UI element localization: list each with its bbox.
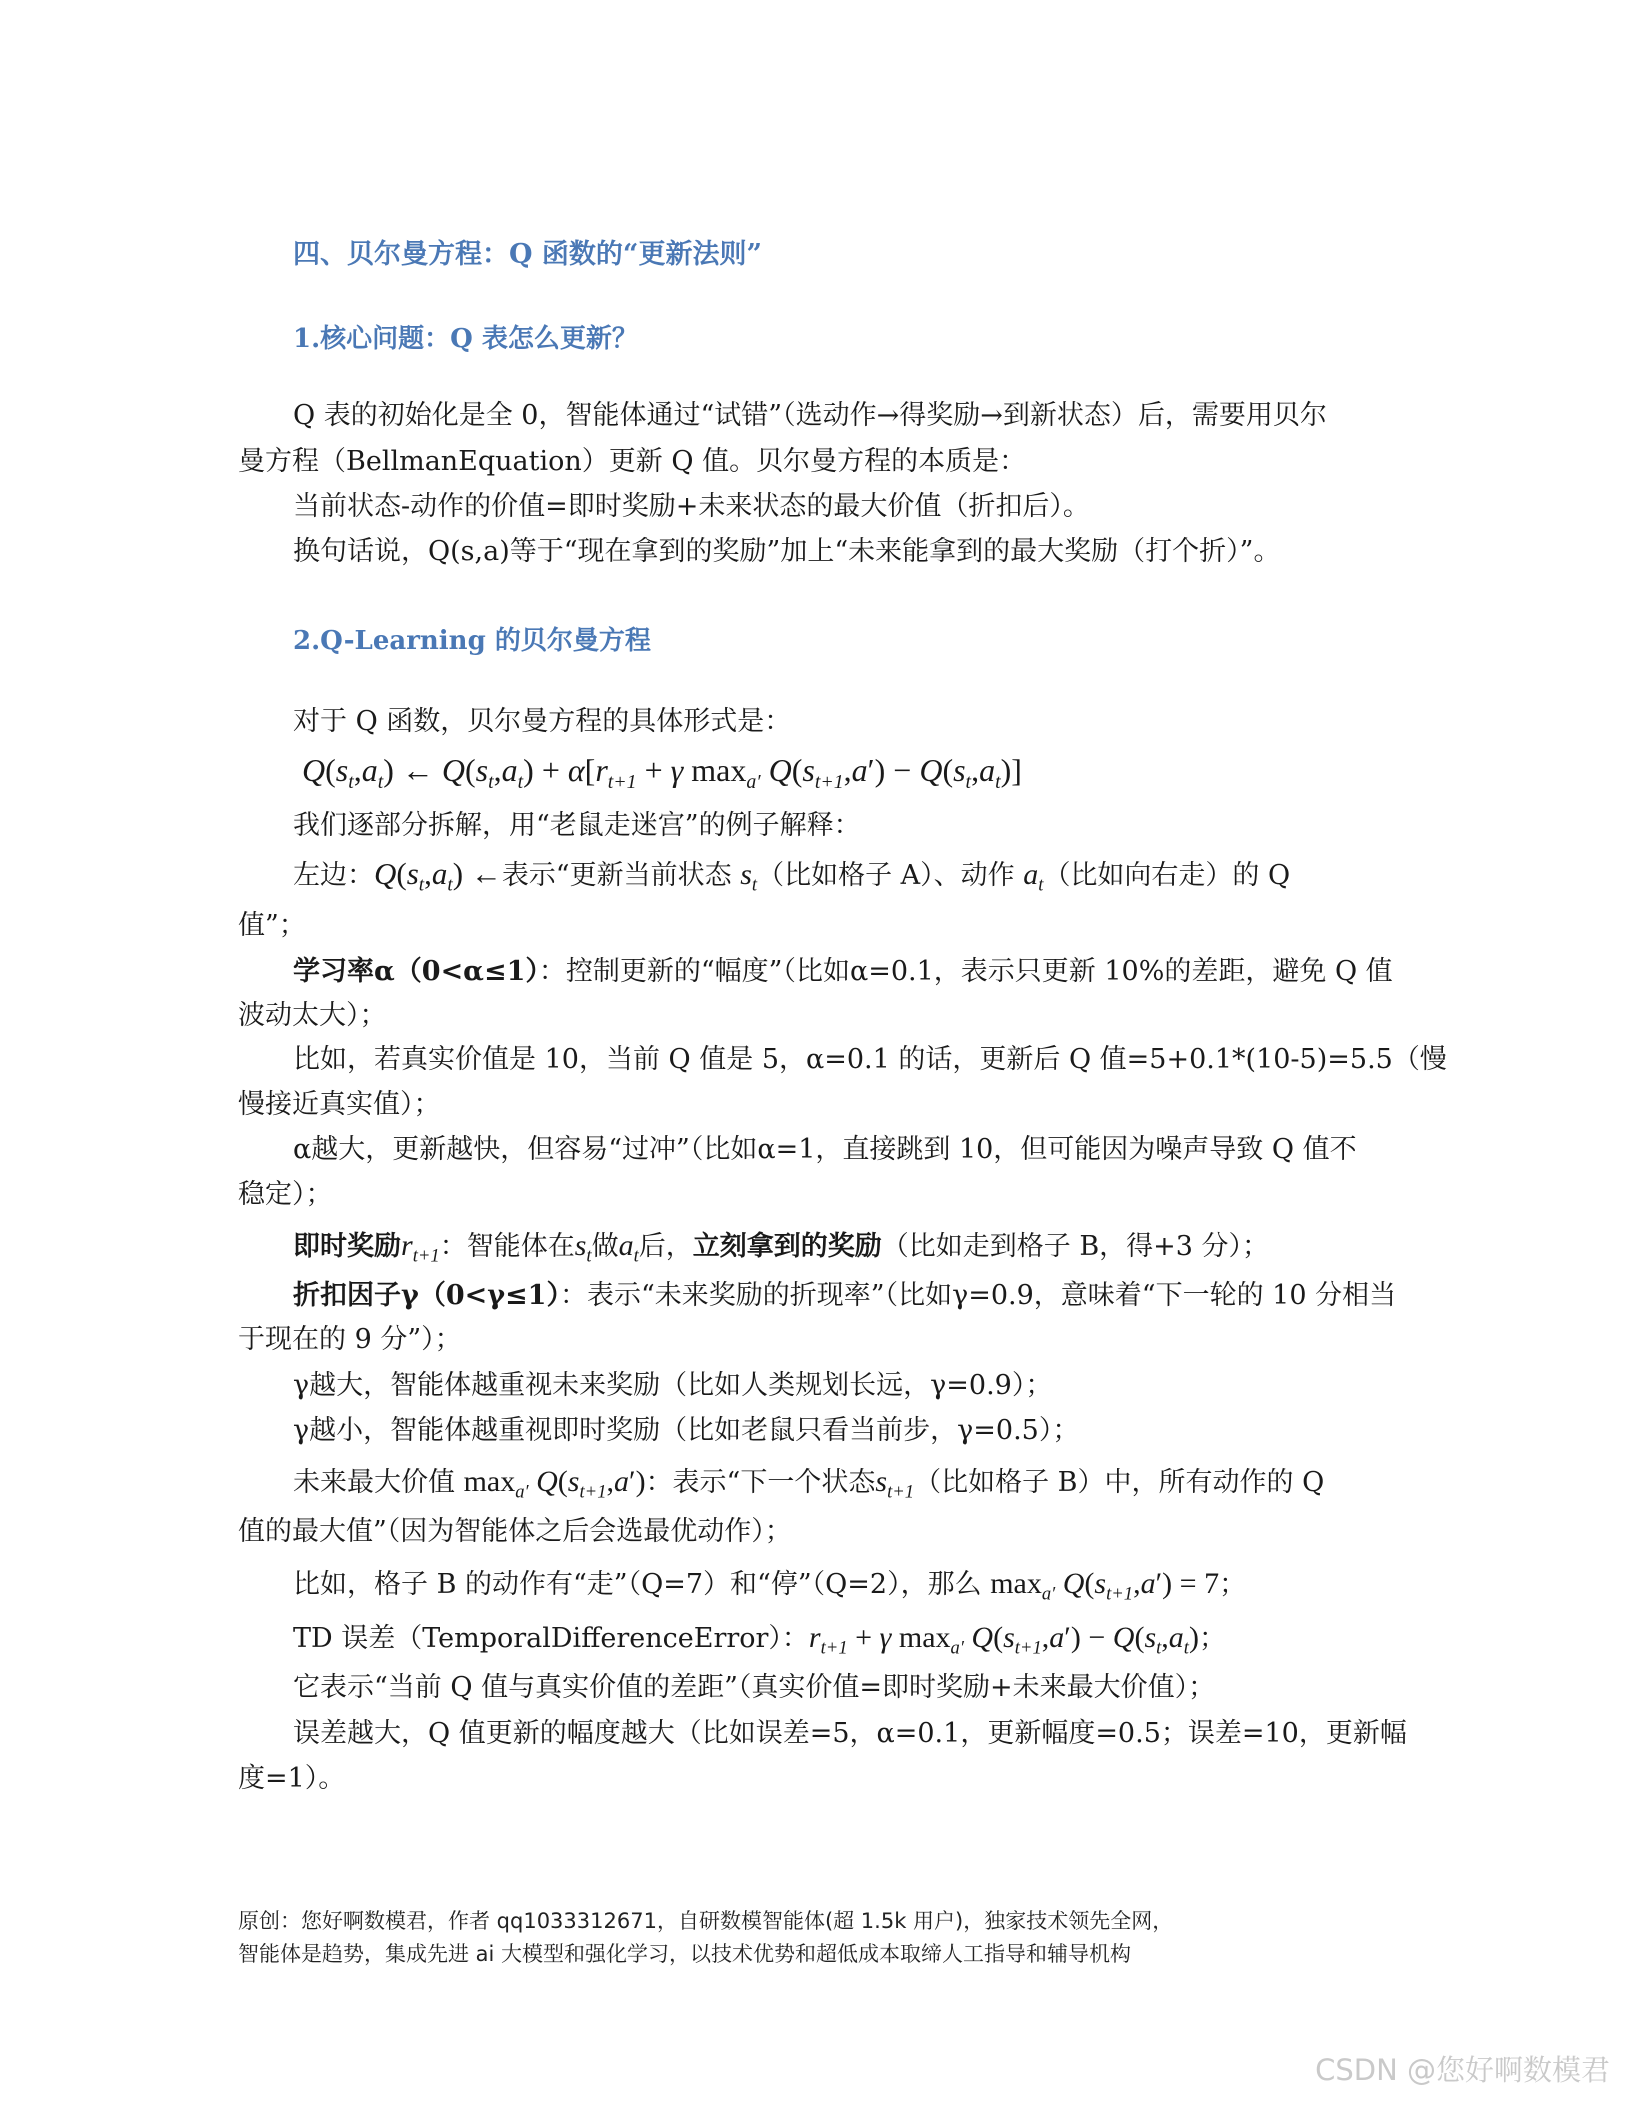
text-span: ； xyxy=(1219,1569,1247,1600)
paragraph-line: 即时奖励$r_{t+1}$：智能体在$s_t$做$a_t$后，立刻拿到的奖励（比如走到格子 B，得+3 分）； xyxy=(293,1229,1270,1267)
paragraph-line: 换句话说，Q(s,a)等于“现在拿到的奖励”加上“未来能拿到的最大奖励（打个折）”。 xyxy=(293,536,1281,567)
text-span: 即时奖励 xyxy=(293,1231,401,1262)
text-span: ； xyxy=(1198,1623,1226,1654)
paragraph-line: 值的最大值”（因为智能体之后会选最优动作）； xyxy=(238,1516,792,1547)
paragraph-line: 度=1）。 xyxy=(238,1763,346,1794)
text-span: ：表示“未来奖励的折现率”（比如γ=0.9，意味着“下一轮的 10 分相当 xyxy=(559,1280,1397,1311)
paragraph-line: γ越大，智能体越重视未来奖励（比如人类规划长远，γ=0.9）； xyxy=(293,1370,1053,1401)
text-span: 后， xyxy=(638,1231,693,1262)
paragraph-line: 它表示“当前 Q 值与真实价值的差距”（真实价值=即时奖励+未来最大价值）； xyxy=(293,1672,1216,1703)
text-span: 折扣因子γ（0<γ≤1） xyxy=(293,1280,560,1311)
paragraph-line: 值”； xyxy=(238,910,306,941)
text-span: 未来最大价值 xyxy=(293,1467,455,1498)
paragraph-line xyxy=(293,1616,1226,1671)
inline-formula: $r_{t+1} + \gamma$ $\max_{a'} Q(s_{t+1},a') - Q(s_t,a_t)$ xyxy=(808,1621,1199,1659)
text-span: TD 误差（TemporalDifferenceError）： xyxy=(293,1623,809,1654)
paragraph-line xyxy=(293,950,1393,994)
bellman-formula: $Q(s_t,a_t)$ ← $Q(s_t,a_t) + \alpha[r_{t+1} + \gamma$ $\max_{a'} Q(s_{t+1},a') - Q(s_t,a_t)$] xyxy=(302,752,1022,793)
text-span: （比如格子 B）中，所有动作的 Q xyxy=(914,1467,1325,1498)
text-span: ：表示“下一个状态 xyxy=(645,1467,876,1498)
paragraph-line: 我们逐部分拆解，用“老鼠走迷宫”的例子解释： xyxy=(293,810,861,841)
paragraph-line: 慢接近真实值）； xyxy=(238,1089,441,1120)
paragraph-line: 比如，若真实价值是 10，当前 Q 值是 5，α=0.1 的话，更新后 Q 值=5+0.1*(10-5)=5.5（慢 xyxy=(293,1044,1447,1075)
text-span: 比如，格子 B 的动作有“走”（Q=7）和“停”（Q=2），那么 xyxy=(293,1569,982,1600)
paragraph-line: 稳定）； xyxy=(238,1179,333,1210)
paragraph-line: γ越小，智能体越重视即时奖励（比如老鼠只看当前步，γ=0.5）； xyxy=(293,1415,1080,1446)
paragraph-line: Q 表的初始化是全 0，智能体通过“试错”（选动作→得奖励→到新状态）后，需要用贝尔 xyxy=(293,400,1327,431)
paragraph-line xyxy=(293,1274,1396,1318)
footer-line: 智能体是趋势，集成先进 ai 大模型和强化学习，以技术优势和超低成本取缔人工指导和辅导机构 xyxy=(238,1942,1132,1966)
inline-formula: $Q(s_t,a_t)$ ← xyxy=(374,856,502,896)
inline-formula: $\max_{a'} Q(s_{t+1},a') = 7$ xyxy=(990,1567,1220,1605)
text-span: （比如走到格子 B，得+3 分）； xyxy=(881,1231,1270,1262)
text-span: ：智能体在 xyxy=(439,1231,575,1262)
text-span: 学习率α（0<α≤1） xyxy=(293,956,539,987)
paragraph-line: 误差越大，Q 值更新的幅度越大（比如误差=5，α=0.1，更新幅度=0.5；误差=10，更新幅 xyxy=(293,1718,1407,1749)
csdn-watermark: CSDN @您好啊数模君 xyxy=(1315,2053,1610,2087)
text-span: ：控制更新的“幅度”（比如α=0.1，表示只更新 10%的差距，避免 Q 值 xyxy=(538,956,1393,987)
paragraph-line: 波动太大）； xyxy=(238,1000,387,1031)
footer-line: 原创：您好啊数模君，作者 qq1033312671，自研数模智能体(超 1.5k 用户)，独家技术领先全网， xyxy=(238,1909,1174,1933)
bellman-formula-text xyxy=(0,0,1,1)
inline-formula: $\max_{a'} Q(s_{t+1},a')$ xyxy=(463,1465,646,1503)
text-span: （比如向右走）的 Q xyxy=(1043,860,1291,891)
subsection-title-1: 1.核心问题：Q 表怎么更新？ xyxy=(293,324,638,354)
section-title: 四、贝尔曼方程：Q 函数的“更新法则” xyxy=(293,239,762,270)
text-span: （比如格子 A）、动作 xyxy=(757,860,1015,891)
text-span: 表示“更新当前状态 xyxy=(501,860,732,891)
text-span: 左边： xyxy=(293,860,374,891)
paragraph-line: 左边：$Q(s_t,a_t)$ ←表示“更新当前状态 $s_t$（比如格子 A）、动作 $a_t$（比如向右走）的 Q xyxy=(293,856,1291,896)
paragraph-line: 对于 Q 函数，贝尔曼方程的具体形式是： xyxy=(293,706,792,737)
paragraph-line: α越大，更新越快，但容易“过冲”（比如α=1，直接跳到 10，但可能因为噪声导致 Q 值不 xyxy=(293,1134,1357,1165)
paragraph-line xyxy=(293,1562,1246,1617)
subsection-title-2: 2.Q-Learning 的贝尔曼方程 xyxy=(293,626,651,656)
paragraph-line: 曼方程（BellmanEquation）更新 Q 值。贝尔曼方程的本质是： xyxy=(238,446,1027,477)
paragraph-line: 于现在的 9 分”）； xyxy=(238,1324,462,1355)
paragraph-line: 未来最大价值 $\max_{a'} Q(s_{t+1},a')$：表示“下一个状态$s_{t+1}$（比如格子 B）中，所有动作的 Q xyxy=(293,1465,1325,1503)
text-span: 做 xyxy=(591,1231,619,1262)
text-span: 立刻拿到的奖励 xyxy=(692,1231,882,1262)
paragraph-line: 当前状态-动作的价值=即时奖励+未来状态的最大价值（折扣后）。 xyxy=(293,491,1090,522)
